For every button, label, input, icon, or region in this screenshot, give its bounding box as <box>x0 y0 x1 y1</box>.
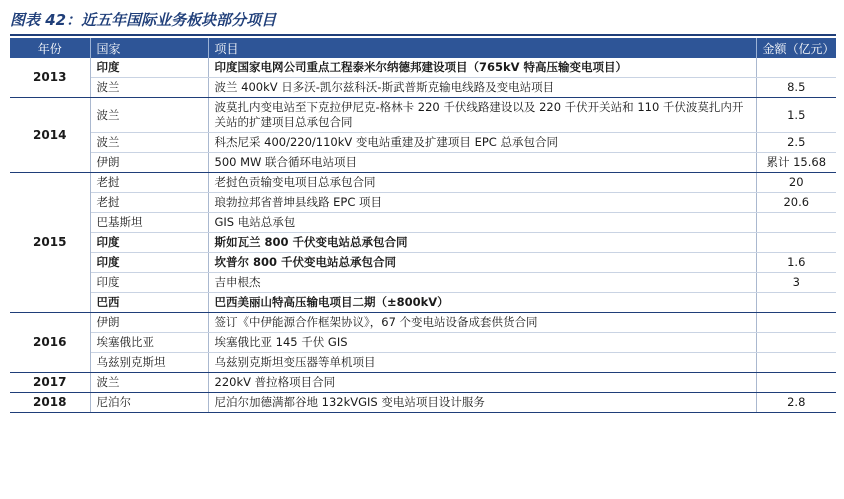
year-cell: 2015 <box>10 173 90 313</box>
amount-cell <box>756 333 836 353</box>
amount-cell: 20 <box>756 173 836 193</box>
year-cell: 2013 <box>10 58 90 98</box>
item-cell: 老挝色贡输变电项目总承包合同 <box>208 173 756 193</box>
item-cell: 琅勃拉邦省普坤县线路 EPC 项目 <box>208 193 756 213</box>
amount-cell <box>756 58 836 78</box>
table-row <box>10 173 836 193</box>
table-body <box>10 58 836 413</box>
country-cell: 伊朗 <box>90 153 208 173</box>
table-row <box>10 58 836 78</box>
figure-title: 图表 42：近五年国际业务板块部分项目 <box>10 11 277 29</box>
item-cell: 尼泊尔加德满都谷地 132kVGIS 变电站项目设计服务 <box>208 393 756 413</box>
country-cell: 印度 <box>90 253 208 273</box>
amount-cell: 20.6 <box>756 193 836 213</box>
table-header-row <box>10 38 836 58</box>
item-cell: 220kV 普拉格项目合同 <box>208 373 756 393</box>
table-row <box>10 313 836 333</box>
amount-cell: 1.5 <box>756 98 836 133</box>
table-row <box>10 393 836 413</box>
item-cell: 斯如瓦兰 800 千伏变电站总承包合同 <box>208 233 756 253</box>
table-row <box>10 353 836 373</box>
country-cell: 波兰 <box>90 78 208 98</box>
country-cell: 尼泊尔 <box>90 393 208 413</box>
table-row <box>10 153 836 173</box>
year-cell: 2016 <box>10 313 90 373</box>
item-cell: 吉申根杰 <box>208 273 756 293</box>
item-cell: 500 MW 联合循环电站项目 <box>208 153 756 173</box>
amount-cell: 2.8 <box>756 393 836 413</box>
country-cell: 巴西 <box>90 293 208 313</box>
table-row <box>10 373 836 393</box>
amount-cell: 累计 15.68 <box>756 153 836 173</box>
item-cell: 科杰尼采 400/220/110kV 变电站重建及扩建项目 EPC 总承包合同 <box>208 133 756 153</box>
amount-cell: 3 <box>756 273 836 293</box>
country-cell: 伊朗 <box>90 313 208 333</box>
amount-cell: 1.6 <box>756 253 836 273</box>
amount-cell <box>756 293 836 313</box>
header-year: 年份 <box>10 38 90 58</box>
country-cell: 波兰 <box>90 133 208 153</box>
year-cell: 2014 <box>10 98 90 173</box>
amount-cell <box>756 373 836 393</box>
country-cell: 印度 <box>90 233 208 253</box>
header-country: 国家 <box>90 38 208 58</box>
item-cell: 坎普尔 800 千伏变电站总承包合同 <box>208 253 756 273</box>
item-cell: 签订《中伊能源合作框架协议》，67 个变电站设备成套供货合同 <box>208 313 756 333</box>
item-cell: 波莫扎内变电站至下克拉伊尼克-格林卡 220 千伏线路建设以及 220 千伏开关站和 110 千伏波莫扎内开关站的扩建项目总承包合同 <box>208 98 756 133</box>
item-cell: 巴西美丽山特高压输电项目二期（±800kV） <box>208 293 756 313</box>
country-cell: 巴基斯坦 <box>90 213 208 233</box>
country-cell: 埃塞俄比亚 <box>90 333 208 353</box>
country-cell: 乌兹别克斯坦 <box>90 353 208 373</box>
item-cell: 印度国家电网公司重点工程泰米尔纳德邦建设项目（765kV 特高压输变电项目） <box>208 58 756 78</box>
item-cell: 波兰 400kV 日多沃-凯尔兹科沃-斯武普斯克输电线路及变电站项目 <box>208 78 756 98</box>
country-cell: 老挝 <box>90 173 208 193</box>
table-row <box>10 273 836 293</box>
item-cell: 埃塞俄比亚 145 千伏 GIS <box>208 333 756 353</box>
year-cell: 2018 <box>10 393 90 413</box>
amount-cell <box>756 213 836 233</box>
table-row <box>10 193 836 213</box>
table-row <box>10 213 836 233</box>
country-cell: 印度 <box>90 273 208 293</box>
country-cell: 印度 <box>90 58 208 78</box>
country-cell: 老挝 <box>90 193 208 213</box>
amount-cell <box>756 233 836 253</box>
amount-cell <box>756 313 836 333</box>
table-row <box>10 78 836 98</box>
table-row <box>10 293 836 313</box>
amount-cell: 2.5 <box>756 133 836 153</box>
country-cell: 波兰 <box>90 373 208 393</box>
table-row <box>10 253 836 273</box>
year-cell: 2017 <box>10 373 90 393</box>
table-row <box>10 133 836 153</box>
amount-cell <box>756 353 836 373</box>
table-row <box>10 98 836 133</box>
item-cell: 乌兹别克斯坦变压器等单机项目 <box>208 353 756 373</box>
projects-table <box>10 38 836 413</box>
table-row <box>10 333 836 353</box>
header-amount: 金额（亿元） <box>756 38 836 58</box>
title-divider <box>10 34 836 36</box>
amount-cell: 8.5 <box>756 78 836 98</box>
country-cell: 波兰 <box>90 98 208 133</box>
table-row <box>10 233 836 253</box>
header-item: 项目 <box>208 38 756 58</box>
item-cell: GIS 电站总承包 <box>208 213 756 233</box>
